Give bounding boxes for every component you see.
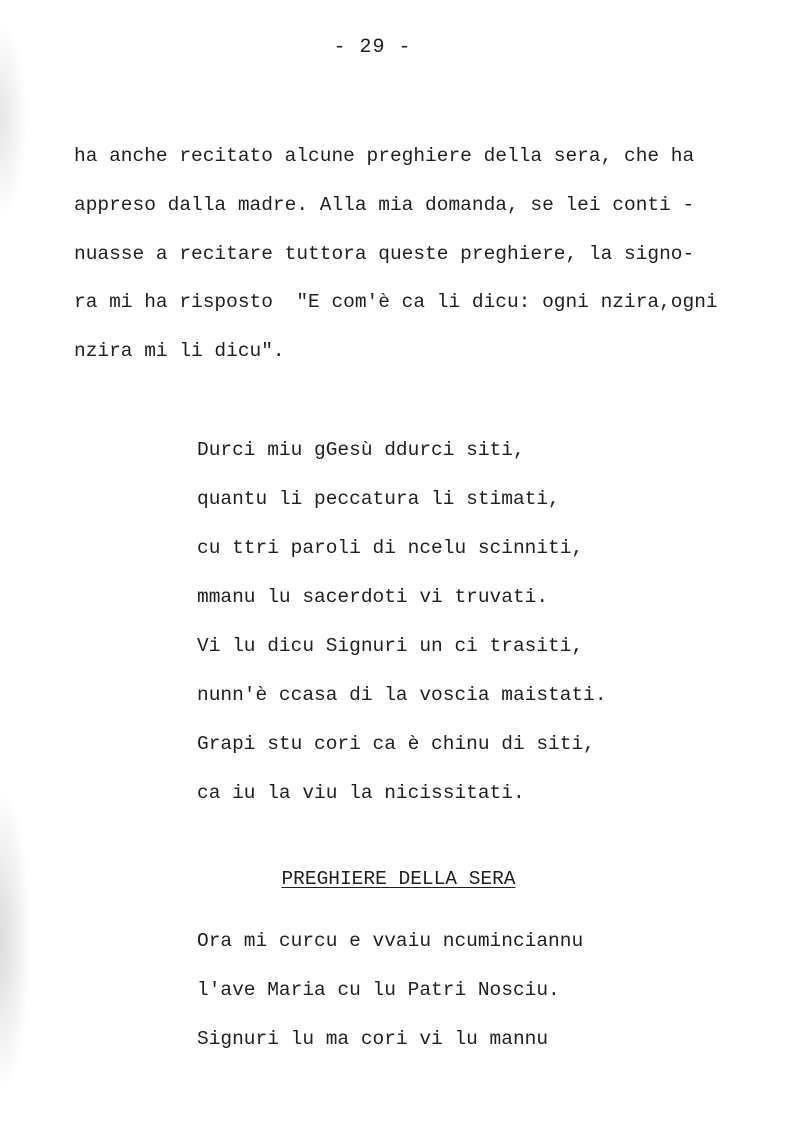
page-number: - 29 - bbox=[333, 36, 412, 59]
section-title: PREGHIERE DELLA SERA bbox=[281, 868, 516, 890]
verse-line: quantu li peccatura li stimati, bbox=[197, 488, 560, 510]
prose-line: nzira mi li dicu". bbox=[74, 340, 285, 363]
prose-line: ha anche recitato alcune preghiere della sera, che ha bbox=[74, 145, 695, 167]
prayer-line: Signuri lu ma cori vi lu mannu bbox=[197, 1028, 549, 1050]
verse-line: ca iu la viu la nicissitati. bbox=[197, 782, 525, 804]
prose-line: nuasse a recitare tuttora queste preghiere, la signo- bbox=[74, 242, 695, 265]
prayer-line: l'ave Maria cu lu Patri Nosciu. bbox=[197, 979, 560, 1001]
prose-line: appreso dalla madre. Alla mia domanda, se lei conti - bbox=[74, 193, 695, 216]
prayer-line: Ora mi curcu e vvaiu ncuminciannu bbox=[197, 930, 584, 952]
verse-stanza bbox=[197, 426, 607, 818]
verse-line: Vi lu dicu Signuri un ci trasiti, bbox=[197, 635, 584, 657]
verse-line: Grapi stu cori ca è chinu di siti, bbox=[197, 733, 595, 755]
prayer-stanza bbox=[197, 917, 583, 1064]
verse-line: nunn'è ccasa di la voscia maistati. bbox=[197, 684, 607, 706]
prose-line: ra mi ha risposto "E com'è ca li dicu: ogni nzira,ogni bbox=[74, 291, 718, 314]
verse-line: cu ttri paroli di ncelu scinniti, bbox=[197, 537, 584, 559]
prose-paragraph bbox=[74, 132, 774, 376]
verse-line: Durci miu gGesù ddurci siti, bbox=[197, 439, 525, 461]
verse-line: mmanu lu sacerdoti vi truvati. bbox=[197, 586, 549, 608]
